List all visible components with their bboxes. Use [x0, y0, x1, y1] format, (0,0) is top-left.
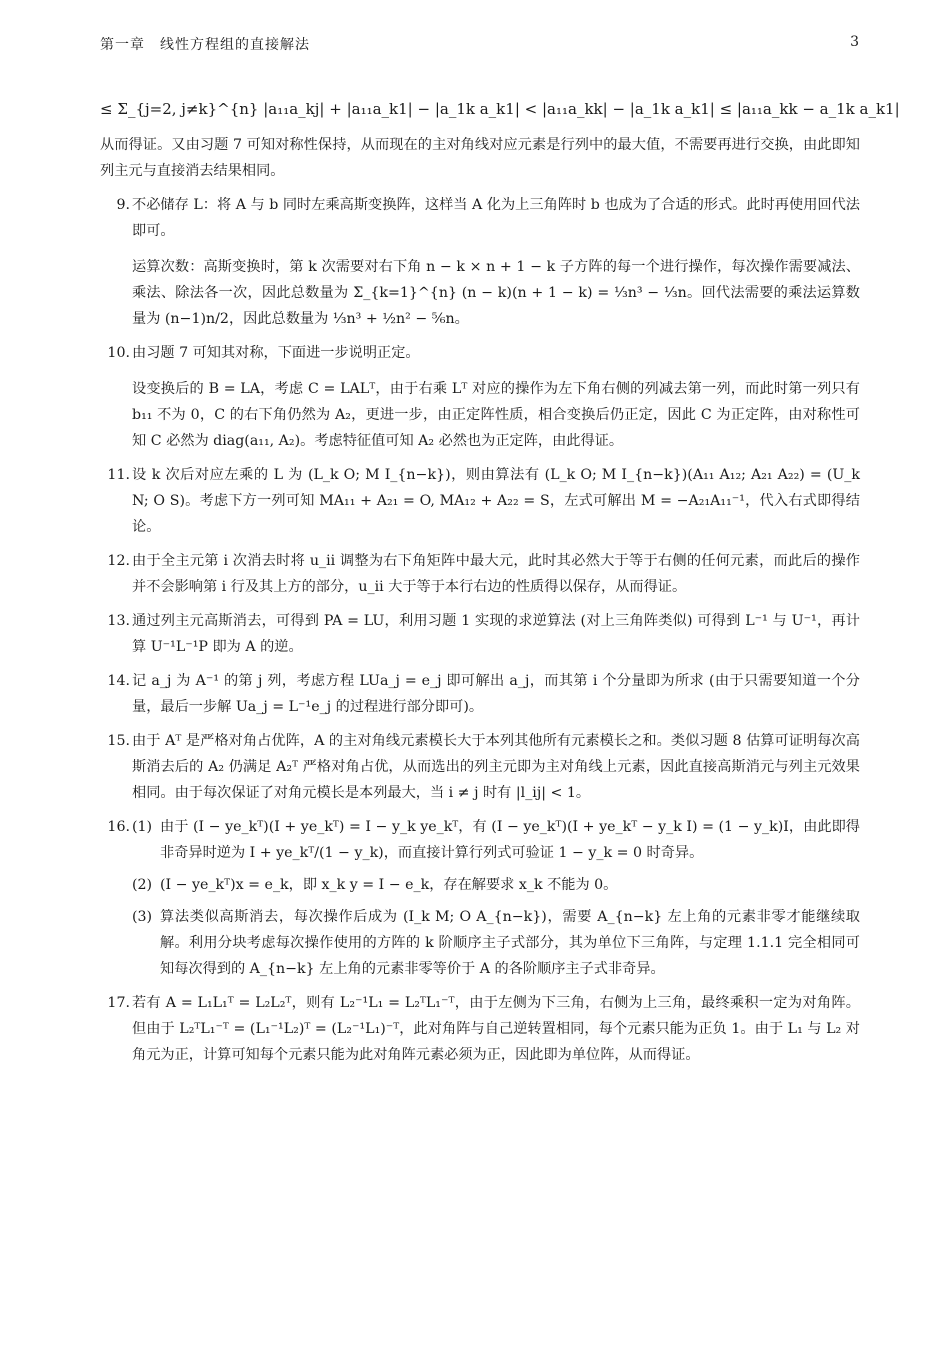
exercise-item: [100, 668, 860, 720]
exercise-number: 17.: [107, 995, 130, 1011]
exercise-number: 11.: [107, 467, 130, 483]
exercise-paragraph: 设变换后的 B = LA，考虑 C = LALᵀ，由于右乘 Lᵀ 对应的操作为左下角右侧的列减去第一列，而此时第一列只有 b₁₁ 不为 0，C 的右下角仍然为 A₂，更进一步，由正定阵性质，相合变换后仍正定，因此 C 为正定阵，由对称性可知 C 必然为 diag(a₁₁, A₂)。考虑特征值可知 A₂ 必然也为正定阵，由此得证。: [132, 381, 860, 449]
exercise-paragraph: 由于全主元第 i 次消去时将 u_ii 调整为右下角矩阵中最大元，此时其必然大于等于右侧的任何元素，而此后的操作并不会影响第 i 行及其上方的部分，u_ii 大于等于本行右边的性质得以保存，从而得证。: [132, 553, 860, 595]
exercise-17-text: 若有 A = L₁L₁ᵀ = L₂L₂ᵀ，则有 L₂⁻¹L₁ = L₂ᵀL₁⁻ᵀ，由于左侧为下三角，右侧为上三角，最终乘积一定为对角阵。但由于 L₂ᵀL₁⁻ᵀ = (L₁⁻¹L₂)ᵀ = (L₂⁻¹L₁)⁻ᵀ，此对角阵与自己逆转置相同，每个元素只能为正负 1。由于 L₁ 与 L₂ 对角元为正，计算可知每个元素只能为此对角阵元素必须为正，因此即为单位阵，从而得证。: [132, 995, 860, 1063]
exercise-paragraph: 运算次数：高斯变换时，第 k 次需要对右下角 n − k × n + 1 − k 子方阵的每一个进行操作，每次操作需要减法、乘法、除法各一次，因此总数量为 Σ_{k=1}^{n} (n − k)(n + 1 − k) = ⅓n³ − ⅓n。回代法需要的乘法运算数量为 (n−1)n/2，因此总数量为 ⅓n³ + ½n² − ⅚n。: [132, 259, 860, 327]
exercise-paragraph: 记 a_j 为 A⁻¹ 的第 j 列，考虑方程 LUa_j = e_j 即可解出 a_j，而其第 i 个分量即为所求 (由于只需要知道一个分量，最后一步解 Ua_j = L⁻¹e_j 的过程进行部分即可)。: [132, 673, 860, 715]
exercise-paragraph: 由于 Aᵀ 是严格对角占优阵，A 的主对角线元素模长大于本列其他所有元素模长之和。类似习题 8 估算可证明每次高斯消去后的 A₂ 仍满足 A₂ᵀ 严格对角占优，从而选出的列主元即为主对角线上元素，因此直接高斯消元与列主元效果相同。由于每次保证了对角元模长是本列最大，当 i ≠ j 时有 |l_ij| < 1。: [132, 733, 860, 801]
exercise-number: 10.: [107, 345, 130, 361]
subpart-text: 由于 (I − ye_kᵀ)(I + ye_kᵀ) = I − y_k ye_kᵀ，有 (I − ye_kᵀ)(I + ye_kᵀ − y_k I) = (1 − y_k)I，由此即得非奇异时逆为 I + ye_kᵀ/(1 − y_k)，而直接计算行列式可验证 1 − y_k = 0 时奇异。: [160, 819, 860, 861]
page-number: 3: [850, 34, 860, 50]
exercise-list: [100, 192, 860, 806]
exercise-paragraph: 不必储存 L：将 A 与 b 同时左乘高斯变换阵，这样当 A 化为上三角阵时 b 也成为了合适的形式。此时再使用回代法即可。: [132, 197, 860, 239]
subpart-text: 算法类似高斯消去，每次操作后成为 (I_k M; O A_{n−k})，需要 A_{n−k} 左上角的元素非零才能继续取解。利用分块考虑每次操作使用的方阵的 k 阶顺序主子式部分，其为单位下三角阵，与定理 1.1.1 完全相同可知每次得到的 A_{n−k} 左上角的元素非零等价于 A 的各阶顺序主子式非奇异。: [160, 909, 860, 977]
exercise-subpart: [132, 904, 860, 982]
exercise-item: [100, 192, 860, 332]
exercise-number: 13.: [107, 613, 130, 629]
subpart-label: (1): [132, 819, 153, 835]
exercise-subpart: [132, 814, 860, 866]
exercise-17: [100, 990, 860, 1068]
exercise-item: [100, 462, 860, 540]
exercise-paragraph: 通过列主元高斯消去，可得到 PA = LU，利用习题 1 实现的求逆算法 (对上三角阵类似) 可得到 L⁻¹ 与 U⁻¹，再计算 U⁻¹L⁻¹P 即为 A 的逆。: [132, 613, 860, 655]
subpart-text: (I − ye_kᵀ)x = e_k，即 x_k y = I − e_k，存在解要求 x_k 不能为 0。: [160, 877, 618, 893]
exercise-number: 16.: [107, 819, 130, 835]
exercise-subpart: [132, 872, 860, 898]
continuation-paragraph: 从而得证。又由习题 7 可知对称性保持，从而现在的主对角线对应元素是行列中的最大值，不需要再进行交换，由此即知列主元与直接消去结果相同。: [100, 137, 860, 179]
subpart-label: (3): [132, 909, 153, 925]
top-equation: ≤ Σ_{j=2, j≠k}^{n} |a₁₁a_kj| + |a₁₁a_k1| − |a_1k a_k1| < |a₁₁a_kk| − |a_1k a_k1| ≤ |a₁₁a_kk − a_1k a_k1|: [100, 100, 900, 118]
chapter-title: 第一章 线性方程组的直接解法: [100, 37, 310, 53]
exercise-item: [100, 340, 860, 454]
exercise-16-parts: [132, 814, 860, 982]
exercise-item: [100, 548, 860, 600]
exercise-paragraph: 由习题 7 可知其对称，下面进一步说明正定。: [132, 345, 420, 361]
page-header: [100, 34, 860, 54]
exercise-item: [100, 608, 860, 660]
exercise-number: 14.: [107, 673, 130, 689]
subpart-label: (2): [132, 877, 153, 893]
page-content: [100, 88, 900, 1068]
exercise-number: 9.: [116, 197, 130, 213]
exercise-16: [100, 814, 860, 982]
exercise-paragraph: 设 k 次后对应左乘的 L 为 (L_k O; M I_{n−k})，则由算法有 (L_k O; M I_{n−k})(A₁₁ A₁₂; A₂₁ A₂₂) = (U_k N; O S)。考虑下方一列可知 MA₁₁ + A₂₁ = O, MA₁₂ + A₂₂ = S，左式可解出 M = −A₂₁A₁₁⁻¹，代入右式即得结论。: [132, 467, 860, 535]
exercise-item: [100, 728, 860, 806]
exercise-number: 15.: [107, 733, 130, 749]
exercise-number: 12.: [107, 553, 130, 569]
